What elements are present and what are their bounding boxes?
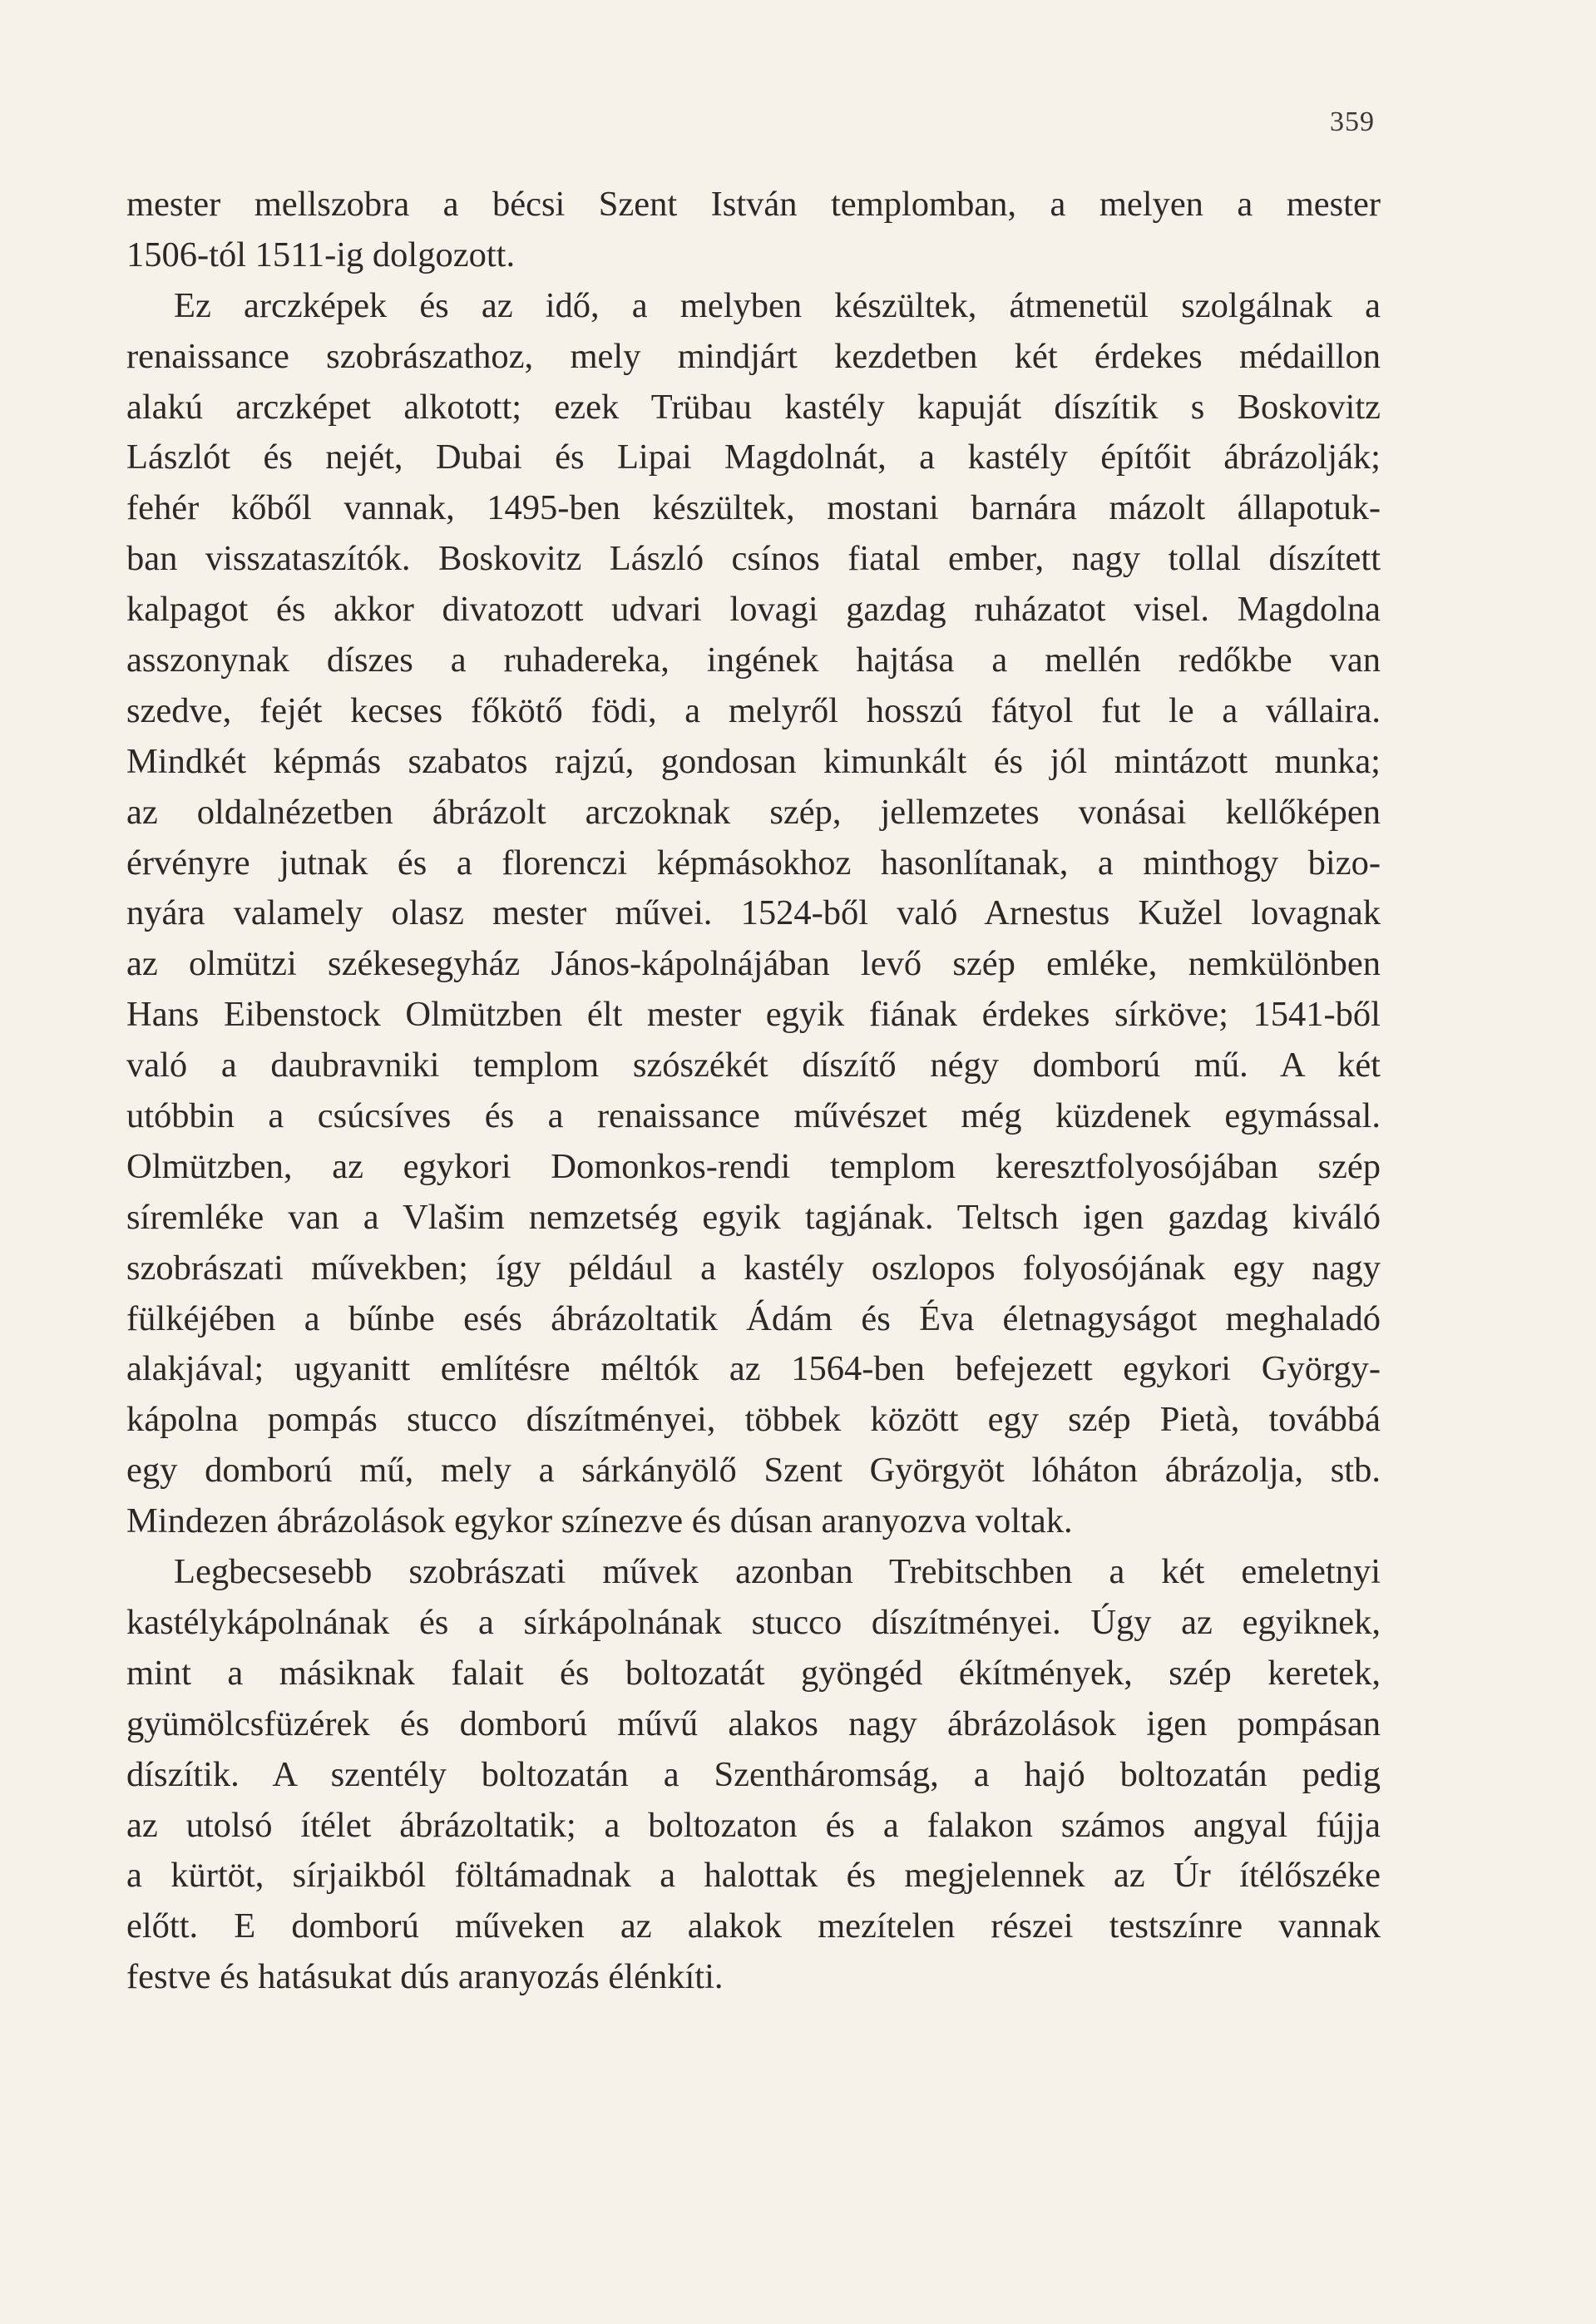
- text-line: díszítik. A szentély boltozatán a Szentháromság, a hajó boltozatán pedig: [126, 1754, 1381, 1794]
- text-line: síremléke van a Vlašim nemzetség egyik tagjának. Teltsch igen gazdag kiváló: [126, 1197, 1381, 1237]
- text-line: mint a másiknak falait és boltozatát gyöngéd ékítmények, szép keretek,: [126, 1653, 1381, 1693]
- page-number: 359: [1330, 106, 1375, 137]
- text-line: nyára valamely olasz mester művei. 1524-ből való Arnestus Kužel lovagnak: [126, 893, 1381, 933]
- text-line: szobrászati művekben; így például a kastély oszlopos folyosójának egy nagy: [126, 1248, 1381, 1288]
- text-line: Mindkét képmás szabatos rajzú, gondosan kimunkált és jól mintázott munka;: [126, 741, 1381, 781]
- text-line: Mindezen ábrázolások egykor színezve és dúsan aranyozva voltak.: [126, 1501, 1073, 1541]
- text-line: az utolsó ítélet ábrázoltatik; a boltozaton és a falakon számos angyal fújja: [126, 1805, 1381, 1845]
- text-line: Lászlót és nejét, Dubai és Lipai Magdolnát, a kastély építőit ábrázolják;: [126, 438, 1381, 477]
- text-line: festve és hatásukat dús aranyozás élénkíti.: [126, 1957, 724, 1997]
- paragraph-start-line: Legbecsesebb szobrászati művek azonban Trebitschben a két emeletnyi: [174, 1552, 1381, 1592]
- paragraph-start-line: Ez arczképek és az idő, a melyben készültek, átmenetül szolgálnak a: [174, 285, 1381, 325]
- text-line: szedve, fejét kecses főkötő födi, a melyről hosszú fátyol fut le a vállaira.: [126, 690, 1381, 730]
- text-line: Hans Eibenstock Olmützben élt mester egyik fiának érdekes sírköve; 1541-ből: [126, 995, 1381, 1035]
- text-line: kastélykápolnának és a sírkápolnának stucco díszítményei. Úgy az egyiknek,: [126, 1602, 1381, 1642]
- text-line: fehér kőből vannak, 1495-ben készültek, mostani barnára mázolt állapotuk-: [126, 488, 1381, 528]
- text-line: alakjával; ugyanitt említésre méltók az 1564-ben befejezett egykori György-: [126, 1349, 1381, 1389]
- text-line: mester mellszobra a bécsi Szent István templomban, a melyen a mester: [126, 185, 1381, 224]
- text-line: ban visszataszítók. Boskovitz László csínos fiatal ember, nagy tollal díszített: [126, 539, 1381, 579]
- text-line: fülkéjében a bűnbe esés ábrázoltatik Ádám és Éva életnagyságot meghaladó: [126, 1298, 1381, 1338]
- text-line: gyümölcsfüzérek és domború művű alakos nagy ábrázolások igen pompásan: [126, 1703, 1381, 1743]
- text-line: kápolna pompás stucco díszítményei, többek között egy szép Pietà, továbbá: [126, 1400, 1381, 1440]
- text-line: való a daubravniki templom szószékét díszítő négy domború mű. A két: [126, 1046, 1381, 1085]
- text-line: Olmützben, az egykori Domonkos-rendi templom keresztfolyosójában szép: [126, 1146, 1381, 1186]
- text-line: asszonynak díszes a ruhadereka, ingének hajtása a mellén redőkbe van: [126, 640, 1381, 680]
- text-line: alakú arczképet alkotott; ezek Trübau kastély kapuját díszítik s Boskovitz: [126, 387, 1381, 427]
- text-line: az oldalnézetben ábrázolt arczoknak szép, jellemzetes vonásai kellőképen: [126, 792, 1381, 832]
- text-line: 1506-tól 1511-ig dolgozott.: [126, 235, 516, 274]
- text-line: az olmützi székesegyház János-kápolnájában levő szép emléke, nemkülönben: [126, 944, 1381, 984]
- text-line: egy domború mű, mely a sárkányölő Szent Györgyöt lóháton ábrázolja, stb.: [126, 1451, 1381, 1491]
- text-line: érvényre jutnak és a florenczi képmásokhoz hasonlítanak, a minthogy bizo-: [126, 843, 1381, 883]
- text-line: kalpagot és akkor divatozott udvari lovagi gazdag ruházatot visel. Magdolna: [126, 590, 1381, 630]
- body-text: [126, 180, 1381, 2003]
- text-line: előtt. E domború műveken az alakok mezítelen részei testszínre vannak: [126, 1906, 1381, 1946]
- text-line: a kürtöt, sírjaikból föltámadnak a halottak és megjelennek az Úr ítélőszéke: [126, 1856, 1381, 1896]
- text-line: renaissance szobrászathoz, mely mindjárt kezdetben két érdekes médaillon: [126, 336, 1381, 376]
- text-line: utóbbin a csúcsíves és a renaissance művészet még küzdenek egymással.: [126, 1096, 1381, 1136]
